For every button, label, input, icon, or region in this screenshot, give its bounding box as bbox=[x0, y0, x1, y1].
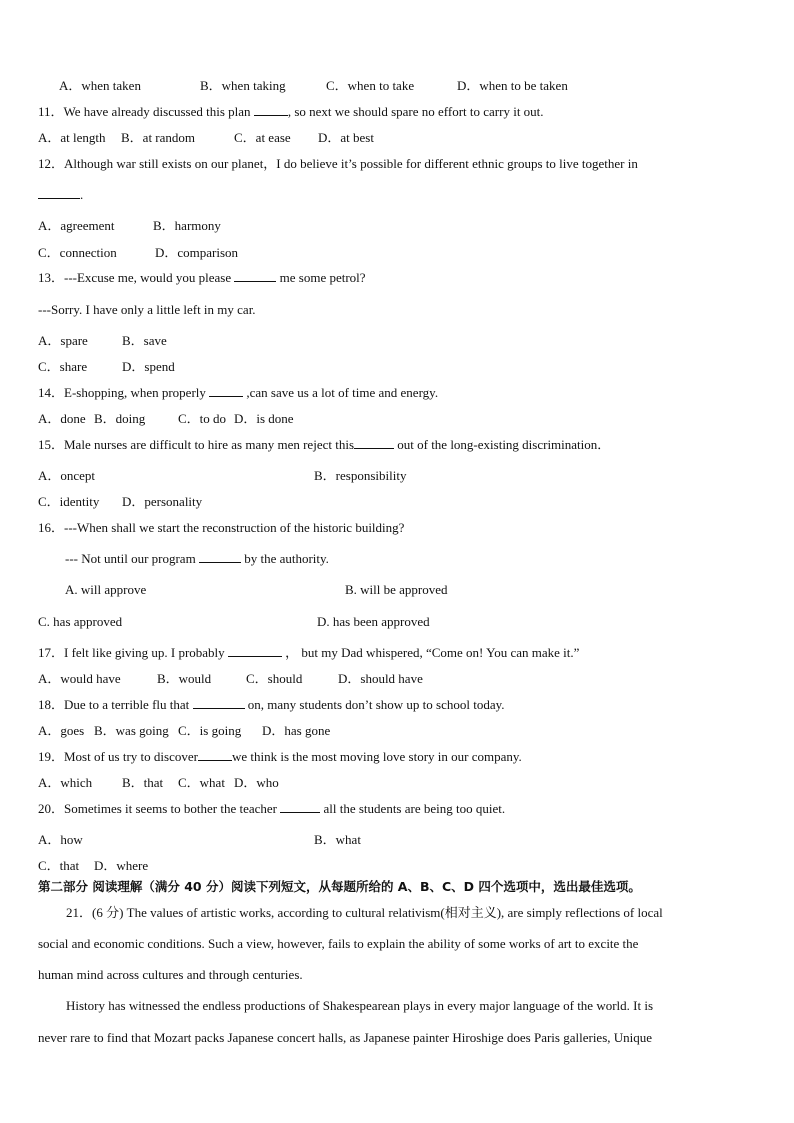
q17-option-b: B．would bbox=[157, 671, 212, 686]
q12-stem: 12．Although war still exists on our planet，I do believe it’s possible for different ethnic groups to live together in bbox=[38, 156, 638, 171]
q14-option-b: B．doing bbox=[94, 411, 146, 426]
q21-passage-line2: social and economic conditions. Such a view, however, fails to explain the ability of some works of art to excite the bbox=[38, 936, 639, 951]
q16-option-d: D. has been approved bbox=[317, 614, 430, 629]
q11-option-d: D．at best bbox=[318, 130, 374, 145]
q13-option-a: A．spare bbox=[38, 333, 88, 348]
q15-stem-part2: out of the long-existing discrimination． bbox=[397, 437, 611, 452]
q14-stem-part2: ,can save us a lot of time and energy. bbox=[246, 385, 439, 400]
q17-option-c: C．should bbox=[246, 671, 303, 686]
q18-stem-part1: 18．Due to a terrible flu that bbox=[38, 697, 190, 712]
q17-stem-part2: ， but my Dad whispered, “Come on! You can make it.” bbox=[285, 645, 580, 660]
q20-option-b: B．what bbox=[314, 832, 361, 847]
q11-stem-part2: , so next we should spare no effort to carry it out. bbox=[287, 104, 544, 119]
q14-option-c: C．to do bbox=[178, 411, 227, 426]
q13-stem-part1: 13．---Excuse me, would you please bbox=[38, 270, 232, 285]
q17-stem-part1: 17．I felt like giving up. I probably bbox=[38, 645, 225, 660]
q14-stem-part1: 14．E-shopping, when properly bbox=[38, 385, 206, 400]
q10-option-d: D．when to be taken bbox=[457, 78, 568, 93]
q15-option-c: C．identity bbox=[38, 494, 100, 509]
q14-blank bbox=[209, 385, 243, 397]
q14-option-d: D．is done bbox=[234, 411, 294, 426]
q17-blank bbox=[228, 645, 282, 657]
q19-stem-part1: 19．Most of us try to discover bbox=[38, 749, 198, 764]
q11-stem-part1: 11．We have already discussed this plan bbox=[38, 104, 251, 119]
q15-option-d: D．personality bbox=[122, 494, 203, 509]
q16-option-c: C. has approved bbox=[38, 614, 123, 629]
q14-option-a: A．done bbox=[38, 411, 86, 426]
q13-stem-part2: me some petrol? bbox=[279, 270, 366, 285]
q16-blank bbox=[199, 551, 241, 563]
q16-option-b: B. will be approved bbox=[345, 582, 448, 597]
q15-option-a: A．oncept bbox=[38, 468, 96, 483]
q10-option-a: A．when taken bbox=[59, 78, 141, 93]
q10-option-b: B．when taking bbox=[200, 78, 286, 93]
q15-stem-part1: 15．Male nurses are difficult to hire as many men reject this bbox=[38, 437, 354, 452]
q15-option-b: B．responsibility bbox=[314, 468, 407, 483]
q12-option-c: C．connection bbox=[38, 245, 117, 260]
q18-option-c: C．is going bbox=[178, 723, 242, 738]
q18-option-b: B．was going bbox=[94, 723, 169, 738]
q19-option-c: C．what bbox=[178, 775, 225, 790]
q19-option-a: A．which bbox=[38, 775, 93, 790]
q16-reply bbox=[65, 551, 329, 567]
q20-blank bbox=[280, 801, 320, 813]
q21-passage-line5: never rare to find that Mozart packs Japanese concert halls, as Japanese painter Hiroshige does Paris galleries, Unique bbox=[38, 1030, 653, 1045]
q21-passage-line3: human mind across cultures and through centuries. bbox=[38, 967, 303, 982]
q20-stem-part1: 20．Sometimes it seems to bother the teacher bbox=[38, 801, 277, 816]
q19-option-b: B．that bbox=[122, 775, 164, 790]
q18-option-a: A．goes bbox=[38, 723, 85, 738]
q18-option-d: D．has gone bbox=[262, 723, 331, 738]
q11-option-b: B．at random bbox=[121, 130, 196, 145]
q11-option-a: A．at length bbox=[38, 130, 106, 145]
q13-blank bbox=[234, 270, 276, 282]
q12-option-d: D．comparison bbox=[155, 245, 239, 260]
q15-blank bbox=[354, 437, 394, 449]
q16-option-a: A. will approve bbox=[65, 582, 147, 597]
q16-reply-part2: by the authority. bbox=[244, 551, 329, 566]
q10-option-c: C．when to take bbox=[326, 78, 415, 93]
q18-blank bbox=[193, 697, 245, 709]
q20-option-a: A．how bbox=[38, 832, 83, 847]
q12-option-b: B．harmony bbox=[153, 218, 221, 233]
q12-stem-line2 bbox=[38, 187, 83, 203]
q12-option-a: A．agreement bbox=[38, 218, 115, 233]
q12-stem-end: . bbox=[80, 187, 84, 202]
q13-option-d: D．spend bbox=[122, 359, 175, 374]
q13-reply: ---Sorry. I have only a little left in my car. bbox=[38, 302, 256, 317]
q14-stem bbox=[38, 385, 438, 401]
q15-stem bbox=[38, 437, 610, 453]
q18-stem-part2: on, many students don’t show up to school today. bbox=[247, 697, 505, 712]
q18-stem bbox=[38, 697, 505, 713]
part2-heading: 第二部分 阅读理解（满分 40 分）阅读下列短文，从每题所给的 A、B、C、D 四个选项中，选出最佳选项。 bbox=[38, 879, 641, 894]
q13-option-c: C．share bbox=[38, 359, 88, 374]
q20-option-c: C．that bbox=[38, 858, 80, 873]
q11-blank bbox=[254, 104, 288, 116]
q11-option-c: C．at ease bbox=[234, 130, 291, 145]
q16-stem: 16．---When shall we start the reconstruction of the historic building? bbox=[38, 520, 405, 535]
q20-stem bbox=[38, 801, 505, 817]
q19-stem-part2: we think is the most moving love story in our company. bbox=[231, 749, 522, 764]
q17-option-a: A．would have bbox=[38, 671, 121, 686]
q12-blank bbox=[38, 187, 80, 199]
q20-stem-part2: all the students are being too quiet. bbox=[323, 801, 506, 816]
q21-passage-line4: History has witnessed the endless productions of Shakespearean plays in every major language of the world. It is bbox=[66, 998, 654, 1013]
q20-option-d: D．where bbox=[94, 858, 149, 873]
q13-option-b: B．save bbox=[122, 333, 167, 348]
q16-reply-part1: --- Not until our program bbox=[65, 551, 196, 566]
q21-passage-line1: 21．(6 分) The values of artistic works, according to cultural relativism(相对主义), are simply reflections of local bbox=[66, 905, 663, 920]
q13-stem bbox=[38, 270, 366, 286]
q11-stem bbox=[38, 104, 544, 120]
q19-option-d: D．who bbox=[234, 775, 279, 790]
q19-blank bbox=[198, 749, 232, 761]
q17-option-d: D．should have bbox=[338, 671, 423, 686]
q17-stem bbox=[38, 645, 579, 661]
q19-stem bbox=[38, 749, 522, 765]
